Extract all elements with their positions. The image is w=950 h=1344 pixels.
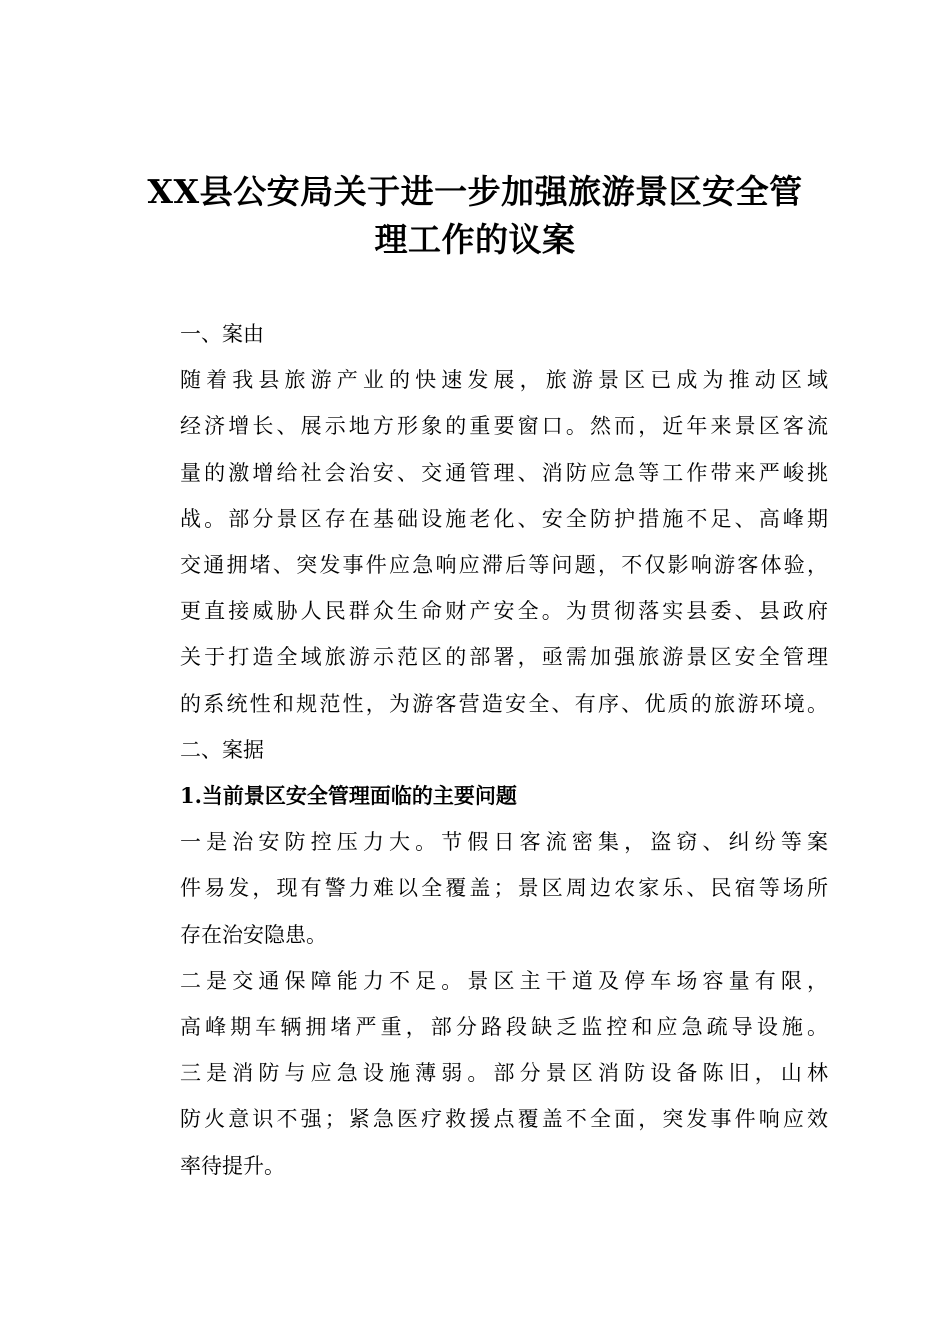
- text-line: 率待提升。: [180, 1153, 285, 1178]
- text-line: 防火意识不强；紧急医疗救援点覆盖不全面，突发事件响应效: [180, 1107, 828, 1132]
- text-line: 高峰期车辆拥堵严重，部分路段缺乏监控和应急疏导设施。: [180, 1015, 828, 1040]
- text-line: 关于打造全域旅游示范区的部署，亟需加强旅游景区安全管理: [180, 645, 828, 670]
- text-line: 战。部分景区存在基础设施老化、安全防护措施不足、高峰期: [180, 506, 828, 531]
- text-line: 三是消防与应急设施薄弱。部分景区消防设备陈旧，山林: [180, 1061, 828, 1086]
- paragraph-problem-fire-emergency: [128, 1050, 828, 1189]
- document-title-line-2: 理工作的议案: [374, 220, 576, 259]
- text-line: 交通拥堵、突发事件应急响应滞后等问题，不仅影响游客体验，: [180, 553, 828, 578]
- text-line: 经济增长、展示地方形象的重要窗口。然而，近年来景区客流: [180, 414, 828, 439]
- text-line: 二是交通保障能力不足。景区主干道及停车场容量有限，: [180, 968, 828, 993]
- text-line: 的系统性和规范性，为游客营造安全、有序、优质的旅游环境。: [180, 691, 828, 716]
- section-heading-case-origin: 一、案由: [180, 322, 264, 346]
- paragraph-case-origin: [128, 357, 828, 727]
- text-line: 存在治安隐患。: [180, 922, 327, 947]
- text-line: 量的激增给社会治安、交通管理、消防应急等工作带来严峻挑: [180, 460, 828, 485]
- text-line: 一是治安防控压力大。节假日客流密集，盗窃、纠纷等案: [180, 830, 828, 855]
- text-line: 随着我县旅游产业的快速发展，旅游景区已成为推动区域: [180, 368, 828, 393]
- paragraph-problem-security: [128, 819, 828, 958]
- document-title-line-1: XX县公安局关于进一步加强旅游景区安全管: [147, 172, 803, 211]
- section-heading-case-basis: 二、案据: [180, 737, 264, 762]
- document-body: [128, 311, 828, 1189]
- paragraph-problem-traffic: [128, 958, 828, 1050]
- subsection-heading-main-problems: 1.当前景区安全管理面临的主要问题: [180, 783, 517, 809]
- text-line: 件易发，现有警力难以全覆盖；景区周边农家乐、民宿等场所: [180, 876, 828, 901]
- text-line: 更直接威胁人民群众生命财产安全。为贯彻落实县委、县政府: [180, 599, 828, 624]
